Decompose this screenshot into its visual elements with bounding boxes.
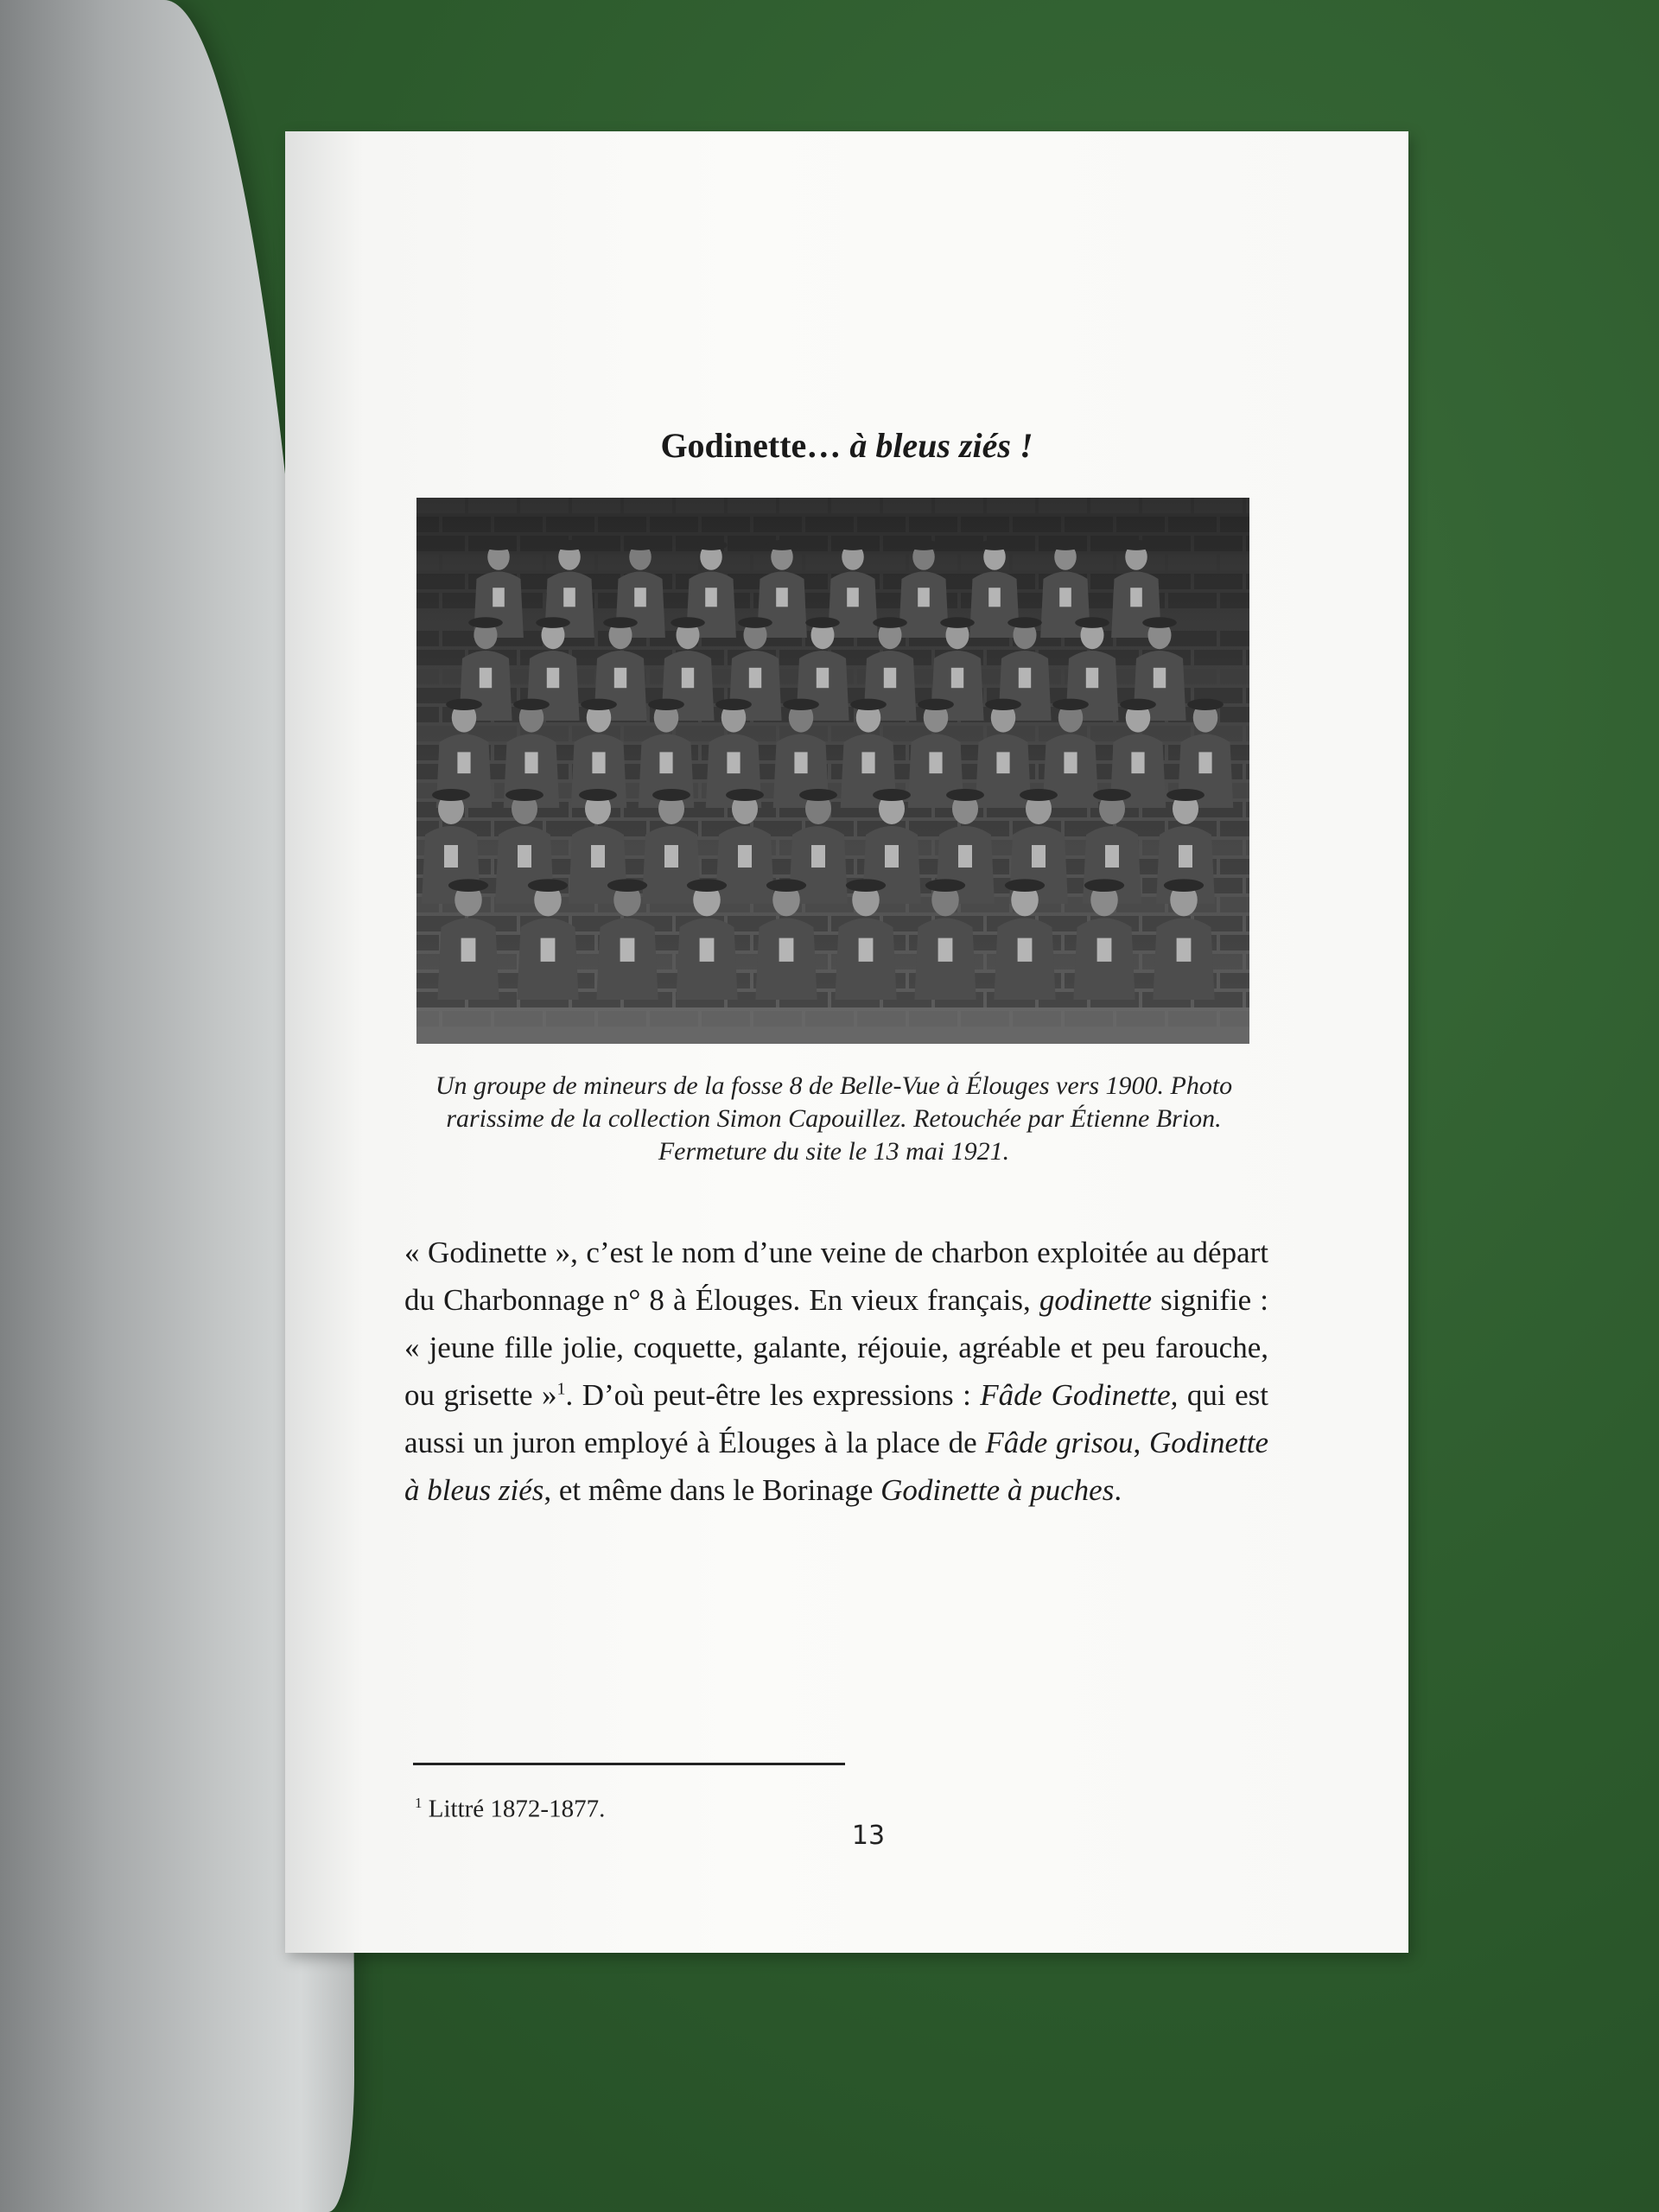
- chapter-title-italic: à bleus ziés !: [849, 426, 1033, 465]
- footnote-divider: [413, 1763, 845, 1765]
- miners-photo: [416, 498, 1249, 1044]
- page-number: 13: [851, 1821, 886, 1851]
- body-italic-bleus-zies: Godinette à bleus ziés: [404, 1426, 1268, 1507]
- body-text-7: .: [1114, 1473, 1122, 1507]
- book-page: [285, 131, 1408, 1953]
- chapter-title-plain: Godinette…: [660, 426, 850, 465]
- body-text-6: , et même dans le Borinage: [543, 1473, 881, 1507]
- miners-photo-image: [416, 498, 1249, 1044]
- body-text-1: « Godinette », c’est le nom d’une veine de charbon exploitée au départ du Charbonnage n° 8 à Élouges. En vieux français,: [404, 1236, 1268, 1317]
- body-text-3: . D’où peut-être les expressions :: [565, 1378, 981, 1412]
- footnote-text: Littré 1872-1877.: [422, 1795, 606, 1823]
- body-italic-fade-godinette: Fâde Godinette,: [980, 1378, 1179, 1412]
- body-text-5: ,: [1133, 1426, 1149, 1459]
- caption-line-1: Un groupe de mineurs de la fosse 8 de Belle-Vue à Élouges vers 1900. Photo: [435, 1071, 1233, 1100]
- body-italic-godinette: godinette: [1039, 1283, 1153, 1317]
- body-paragraph: [404, 1229, 1268, 1514]
- body-text-4: qui est aussi un juron employé à Élouges à la place de: [404, 1378, 1268, 1459]
- caption-line-3: Fermeture du site le 13 mai 1921.: [658, 1137, 1010, 1166]
- body-text-2: signifie : « jeune fille jolie, coquette, galante, réjouie, agréable et peu farouche, ou grisette »: [404, 1283, 1268, 1412]
- footnote-reference: 1: [556, 1379, 566, 1399]
- body-italic-puches: Godinette à puches: [880, 1473, 1115, 1507]
- body-italic-fade-grisou: Fâde grisou: [985, 1426, 1134, 1459]
- photo-caption: [397, 1070, 1270, 1168]
- caption-line-2: rarissime de la collection Simon Capouillez. Retouchée par Étienne Brion.: [446, 1104, 1222, 1133]
- footnote-marker: 1: [415, 1795, 423, 1811]
- footnote: [415, 1795, 605, 1824]
- chapter-title: [285, 425, 1408, 466]
